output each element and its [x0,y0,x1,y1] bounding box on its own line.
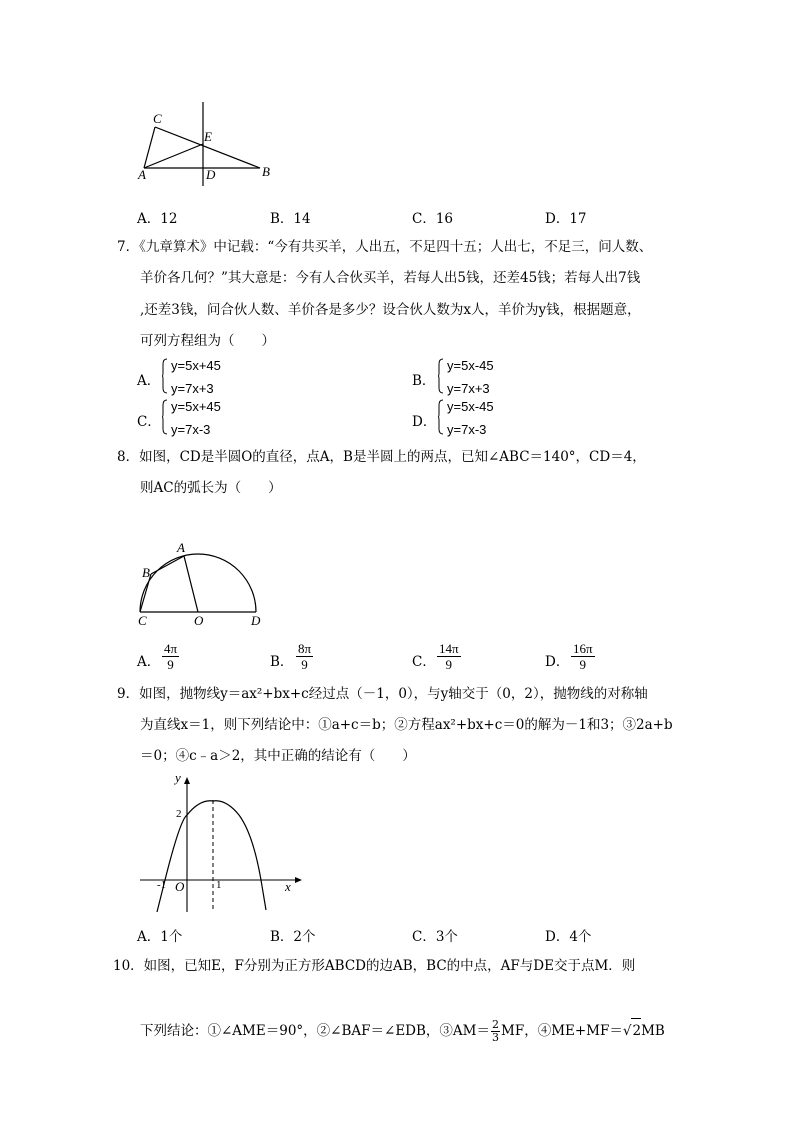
q9-label-neg1: -1 [157,879,167,891]
q6-option-d: D．17 [545,211,587,227]
q8-option-c-fraction: $\frac{14\pi}{9}$ [439,641,459,672]
q7-stem-line-4: 可列方程组为（ ） [140,333,275,349]
q10-stem-line-1: 10．如图，已知E，F分别为正方形ABCD的边AB，BC的中点，AF与DE交于点M．则 [113,958,636,974]
q8-stem-line-2: 则AC的弧长为（ ） [140,480,282,496]
q7-stem-line-1: 7．《九章算术》中记载：“今有共买羊，人出五，不足四十五；人出七，不足三，问人数、 [117,239,653,255]
q6-label-a: A [138,167,146,182]
q9-parabola-curve [157,801,266,912]
q8-label-c: C [138,613,147,628]
q8-label-d: D [251,613,261,628]
q8-radius-ao [184,556,198,612]
q8-option-b-fraction: $\frac{8\pi}{9}$ [298,641,312,672]
q10-line2-part3: MB [641,1023,665,1039]
q10-line2-part1: 下列结论：①∠AME＝90°，②∠BAF＝∠EDB，③AM＝ [140,1023,490,1039]
q9-y-axis-arrow [184,777,190,784]
q7-option-b-eq2: y=7x+3 [447,381,490,396]
q10-stem-line-2 [140,1018,665,1044]
q7-option-a-label: A． [137,373,161,389]
q10-sqrt-sign: √ [622,1023,632,1039]
q8-label-o: O [194,613,204,628]
q9-option-a: A．1个 [137,929,183,945]
q9-option-b: B．2个 [270,929,316,945]
q7-stem-line-2: 羊价各几何？”其大意是：今有人合伙买羊，若每人出5钱，还差45钱；若每人出7钱 [140,270,641,286]
q6-option-b: B．14 [270,211,311,227]
q8-option-a-fraction: $\frac{4\pi}{9}$ [164,641,178,672]
q7-option-c-brace [162,399,167,435]
q8-option-b-label: B． [270,654,294,670]
q9-option-c: C．3个 [412,929,458,945]
q7-option-a-eq2: y=7x+3 [171,381,214,396]
q8-label-b: B [142,565,150,580]
q7-option-c-label: C． [137,414,161,430]
q7-option-c-eq1: y=5x+45 [171,399,221,414]
q6-label-c: C [153,111,162,126]
q9-stem-line-1: 9．如图，抛物线y＝ax²+bx+c经过点（－1，0），与y轴交于（0，2），抛物线的对称轴 [117,686,648,702]
q8-label-a: A [177,540,185,555]
q7-option-b-label: B． [412,373,436,389]
q7-option-a-brace [162,358,167,394]
q9-stem-line-3: ＝0；④c﹣a＞2，其中正确的结论有（ ） [140,748,416,764]
q9-option-d: D．4个 [545,929,592,945]
q9-parabola-figure [135,772,305,917]
q6-segment-ca [144,127,155,168]
q6-label-d: D [206,167,216,182]
q7-option-b-eq1: y=5x-45 [447,358,494,373]
q8-option-c-label: C． [412,654,436,670]
q7-option-d-label: D． [412,414,437,430]
q6-option-c: C．16 [412,211,454,227]
q7-option-b-brace [438,358,443,394]
q6-segment-ae [144,144,203,168]
q9-label-o: O [175,879,185,894]
q10-fraction-two-thirds: $\frac{2}{3}$ [492,1018,499,1044]
q8-stem-line-1: 8．如图，CD是半圆O的直径，点A，B是半圆上的两点，已知∠ABC＝140°，CD＝4， [117,449,646,465]
q6-label-b: B [262,164,270,179]
q7-option-d-brace [438,399,443,435]
q8-option-d-fraction: $\frac{16\pi}{9}$ [573,641,593,672]
q9-label-y: y [175,770,181,785]
q10-line2-part2: MF，④ME+MF＝ [501,1023,623,1039]
q9-x-axis-arrow [295,877,302,883]
q7-option-d-eq1: y=5x-45 [447,399,494,414]
q9-stem-line-2: 为直线x＝1，则下列结论中：①a+c＝b；②方程ax²+bx+c＝0的解为－1和3；③2a+b [140,717,673,733]
q9-label-1: 1 [216,879,222,891]
q7-stem-line-3: ,还差3钱，问合伙人数、羊价各是多少？设合伙人数为x人，羊价为y钱，根据题意， [140,302,641,318]
q6-option-a: A．12 [137,211,178,227]
q8-option-a-label: A． [137,654,161,670]
q7-option-c-eq2: y=7x-3 [171,422,211,437]
q10-sqrt-argument: 2 [631,1018,641,1043]
q8-chord-ab [151,556,184,574]
q7-option-d-eq2: y=7x-3 [447,422,487,437]
q9-label-2: 2 [176,808,182,820]
q6-label-e: E [204,129,212,144]
q8-option-d-label: D． [545,654,570,670]
q9-label-x: x [285,879,291,894]
q8-semicircle-arc [140,554,256,612]
q8-semicircle-figure [130,545,270,620]
q7-option-a-eq1: y=5x+45 [171,358,221,373]
